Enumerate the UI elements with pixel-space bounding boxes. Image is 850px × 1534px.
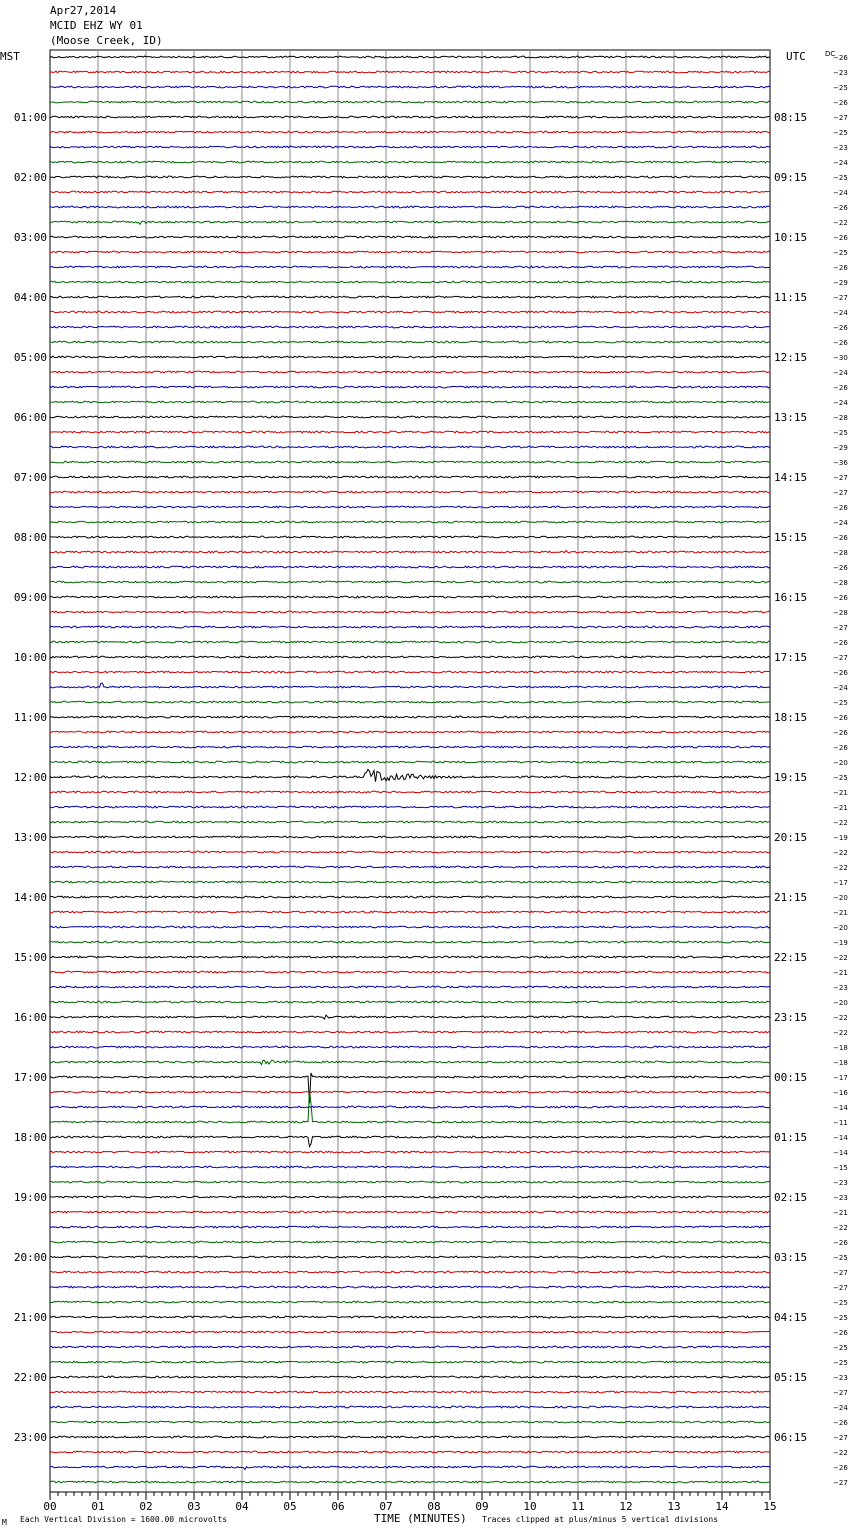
seismic-trace: [50, 1151, 770, 1153]
dc-offset-label: −24: [833, 189, 848, 197]
dc-offset-label: −25: [833, 699, 848, 707]
seismic-trace: [50, 611, 770, 613]
seismic-trace: [50, 1166, 770, 1168]
seismic-trace: [50, 356, 770, 358]
dc-offset-label: −26: [833, 264, 848, 272]
dc-offset-label: −29: [833, 279, 848, 287]
x-tick-label: 08: [427, 1500, 441, 1513]
seismic-trace: [50, 1391, 770, 1393]
hour-label-utc: 11:15: [774, 291, 808, 304]
dc-offset-label: −21: [833, 909, 848, 917]
x-tick-label: 15: [763, 1500, 777, 1513]
hour-label-utc: 00:15: [774, 1071, 808, 1084]
dc-offset-label: −23: [833, 1374, 848, 1382]
seismic-trace: [50, 446, 770, 448]
dc-offset-label: −26: [833, 324, 848, 332]
seismic-trace: [50, 1421, 770, 1423]
seismic-trace: [50, 1106, 770, 1108]
seismic-trace: [50, 1256, 770, 1258]
hour-label-utc: 03:15: [774, 1251, 808, 1264]
x-tick-label: 11: [571, 1500, 585, 1513]
dc-offset-label: −26: [833, 384, 848, 392]
dc-offset-label: −25: [833, 774, 848, 782]
seismic-trace: [50, 836, 770, 838]
dc-offset-label: −22: [833, 1224, 848, 1232]
seismic-trace: [50, 1211, 770, 1213]
seismic-trace: [50, 236, 770, 238]
seismic-trace: [50, 1046, 770, 1048]
seismic-trace: [50, 1436, 770, 1438]
seismic-trace: [50, 176, 770, 178]
dc-offset-label: −22: [833, 819, 848, 827]
hour-label-local: 15:00: [13, 951, 47, 964]
seismic-trace: [50, 1466, 770, 1469]
hour-label-local: 09:00: [13, 591, 47, 604]
seismic-trace: [50, 311, 770, 313]
seismic-trace: [50, 161, 770, 163]
dc-offset-label: −22: [833, 864, 848, 872]
seismic-trace: [50, 371, 770, 373]
dc-offset-label: −25: [833, 249, 848, 257]
seismic-trace: [50, 1241, 770, 1243]
dc-offset-label: −24: [833, 309, 848, 317]
seismic-trace: [50, 1196, 770, 1198]
dc-offset-label: −25: [833, 1344, 848, 1352]
dc-offset-label: −11: [833, 1119, 848, 1127]
seismic-trace: [50, 536, 770, 538]
dc-offset-label: −27: [833, 1389, 848, 1397]
x-tick-label: 09: [475, 1500, 489, 1513]
hour-label-local: 10:00: [13, 651, 47, 664]
dc-offset-label: −26: [833, 204, 848, 212]
timezone-left-label: MST: [0, 50, 20, 63]
hour-label-local: 14:00: [13, 891, 47, 904]
seismic-trace: [50, 1481, 770, 1483]
x-tick-label: 12: [619, 1500, 633, 1513]
hour-label-local: 02:00: [13, 171, 47, 184]
dc-offset-label: −23: [833, 69, 848, 77]
dc-offset-label: −25: [833, 1254, 848, 1262]
seismic-trace: [50, 206, 770, 208]
dc-offset-label: −27: [833, 1284, 848, 1292]
dc-offset-label: −22: [833, 219, 848, 227]
dc-offset-label: −22: [833, 849, 848, 857]
dc-offset-label: −21: [833, 1209, 848, 1217]
dc-offset-label: −25: [833, 1299, 848, 1307]
dc-offset-label: −14: [833, 1104, 848, 1112]
dc-offset-label: −28: [833, 549, 848, 557]
seismic-trace: [50, 896, 770, 898]
seismic-trace: [50, 956, 770, 958]
hour-label-utc: 04:15: [774, 1311, 808, 1324]
seismic-trace: [50, 296, 770, 298]
seismic-trace: [50, 326, 770, 328]
dc-offset-label: −26: [833, 99, 848, 107]
seismic-trace: [50, 683, 770, 688]
dc-offset-label: −26: [833, 339, 848, 347]
dc-offset-label: −18: [833, 1044, 848, 1052]
dc-offset-label: −15: [833, 1164, 848, 1172]
dc-offset-label: −20: [833, 999, 848, 1007]
x-tick-label: 05: [283, 1500, 297, 1513]
x-tick-label: 04: [235, 1500, 249, 1513]
seismic-trace: [50, 671, 770, 673]
hour-label-local: 16:00: [13, 1011, 47, 1024]
logo-mark: M: [2, 1518, 7, 1527]
x-axis-title: TIME (MINUTES): [374, 1512, 467, 1525]
seismic-trace: [50, 1001, 770, 1003]
dc-offset-label: −27: [833, 1434, 848, 1442]
seismic-trace: [50, 1073, 770, 1103]
hour-label-utc: 01:15: [774, 1131, 808, 1144]
x-tick-label: 06: [331, 1500, 345, 1513]
dc-offset-label: −16: [833, 1089, 848, 1097]
dc-offset-label: −27: [833, 1479, 848, 1487]
dc-offset-label: −26: [833, 564, 848, 572]
dc-offset-label: −25: [833, 129, 848, 137]
dc-offset-label: −25: [833, 1314, 848, 1322]
hour-label-utc: 22:15: [774, 951, 808, 964]
seismic-trace: [50, 461, 770, 463]
dc-offset-label: −27: [833, 294, 848, 302]
hour-label-utc: 08:15: [774, 111, 808, 124]
hour-label-utc: 09:15: [774, 171, 808, 184]
seismic-trace: [50, 281, 770, 283]
seismic-trace: [50, 986, 770, 988]
hour-label-local: 19:00: [13, 1191, 47, 1204]
seismic-trace: [50, 656, 770, 658]
dc-header: DC: [825, 50, 836, 58]
dc-offset-label: −28: [833, 609, 848, 617]
seismic-trace: [50, 1361, 770, 1363]
hour-label-utc: 20:15: [774, 831, 808, 844]
seismic-trace: [50, 431, 770, 433]
seismic-trace: [50, 731, 770, 733]
seismic-trace: [50, 266, 770, 268]
x-tick-label: 14: [715, 1500, 729, 1513]
seismic-trace: [50, 1406, 770, 1408]
seismic-trace: [50, 506, 770, 508]
dc-offset-label: −26: [833, 534, 848, 542]
hour-label-utc: 12:15: [774, 351, 808, 364]
seismic-trace: [50, 1091, 770, 1093]
dc-offset-label: −26: [833, 669, 848, 677]
dc-offset-label: −26: [833, 54, 848, 62]
x-tick-label: 03: [187, 1500, 201, 1513]
date-label: Apr27,2014: [50, 4, 117, 17]
seismic-trace: [50, 71, 770, 73]
dc-offset-label: −19: [833, 834, 848, 842]
seismic-trace: [50, 146, 770, 148]
dc-offset-label: −24: [833, 159, 848, 167]
dc-offset-label: −24: [833, 369, 848, 377]
dc-offset-label: −23: [833, 984, 848, 992]
dc-offset-label: −27: [833, 489, 848, 497]
hour-label-utc: 23:15: [774, 1011, 808, 1024]
seismic-trace: [50, 341, 770, 343]
seismic-trace: [50, 806, 770, 808]
seismic-trace: [50, 881, 770, 883]
seismic-trace: [50, 191, 770, 193]
dc-offset-label: −14: [833, 1149, 848, 1157]
dc-offset-label: −26: [833, 1239, 848, 1247]
hour-label-local: 22:00: [13, 1371, 47, 1384]
dc-offset-label: −23: [833, 144, 848, 152]
x-tick-label: 07: [379, 1500, 393, 1513]
dc-offset-label: −27: [833, 654, 848, 662]
seismic-trace: [50, 1031, 770, 1033]
dc-offset-label: −29: [833, 444, 848, 452]
seismic-trace: [50, 521, 770, 523]
seismic-trace: [50, 941, 770, 943]
seismic-trace: [50, 1271, 770, 1273]
seismic-trace: [50, 626, 770, 628]
seismic-trace: [50, 251, 770, 253]
station-label: MCID EHZ WY 01: [50, 19, 143, 32]
dc-offset-label: −26: [833, 639, 848, 647]
dc-offset-label: −20: [833, 894, 848, 902]
dc-offset-label: −28: [833, 414, 848, 422]
dc-offset-label: −17: [833, 1074, 848, 1082]
x-tick-label: 13: [667, 1500, 681, 1513]
axis-labels: [14, 54, 848, 1513]
timezone-right-label: UTC: [786, 50, 806, 63]
dc-offset-label: −24: [833, 1404, 848, 1412]
location-label: (Moose Creek, ID): [50, 34, 163, 47]
hour-label-local: 06:00: [13, 411, 47, 424]
hour-label-utc: 16:15: [774, 591, 808, 604]
dc-offset-label: −26: [833, 594, 848, 602]
dc-offset-label: −17: [833, 879, 848, 887]
seismic-trace: [50, 221, 770, 224]
seismic-trace: [50, 851, 770, 853]
dc-offset-label: −24: [833, 519, 848, 527]
dc-offset-label: −22: [833, 1449, 848, 1457]
seismic-trace: [50, 1226, 770, 1228]
hour-label-utc: 02:15: [774, 1191, 808, 1204]
seismic-trace: [50, 1060, 770, 1064]
hour-label-local: 05:00: [13, 351, 47, 364]
seismic-trace: [50, 401, 770, 403]
seismic-trace: [50, 926, 770, 928]
hour-label-utc: 10:15: [774, 231, 808, 244]
dc-offset-label: −30: [833, 354, 848, 362]
dc-offset-label: −26: [833, 1464, 848, 1472]
seismic-trace: [50, 911, 770, 913]
dc-offset-label: −23: [833, 1179, 848, 1187]
hour-label-local: 20:00: [13, 1251, 47, 1264]
dc-offset-label: −21: [833, 969, 848, 977]
seismic-trace: [50, 1316, 770, 1318]
seismic-trace: [50, 1376, 770, 1378]
seismic-trace: [50, 581, 770, 583]
seismic-trace: [50, 550, 770, 553]
seismic-trace: [50, 791, 770, 793]
seismic-trace: [50, 971, 770, 973]
seismic-trace: [50, 761, 770, 763]
dc-offset-label: −26: [833, 1419, 848, 1427]
seismic-trace: [50, 701, 770, 703]
seismic-trace: [50, 1301, 770, 1303]
hour-label-local: 13:00: [13, 831, 47, 844]
seismic-trace: [50, 821, 770, 823]
seismic-trace: [50, 566, 770, 568]
dc-offset-label: −20: [833, 759, 848, 767]
hour-label-utc: 06:15: [774, 1431, 808, 1444]
seismic-trace: [50, 1286, 770, 1288]
hour-label-local: 17:00: [13, 1071, 47, 1084]
hour-label-utc: 14:15: [774, 471, 808, 484]
dc-offset-label: −26: [833, 729, 848, 737]
trace-group: [50, 56, 770, 1483]
hour-label-local: 04:00: [13, 291, 47, 304]
seismic-trace: [50, 491, 770, 493]
dc-offset-label: −23: [833, 1194, 848, 1202]
hour-label-utc: 18:15: [774, 711, 808, 724]
dc-offset-label: −26: [833, 714, 848, 722]
x-tick-label: 00: [43, 1500, 57, 1513]
dc-offset-label: −27: [833, 1269, 848, 1277]
dc-offset-label: −21: [833, 804, 848, 812]
hour-label-local: 07:00: [13, 471, 47, 484]
seismic-trace: [50, 416, 770, 418]
dc-offset-label: −27: [833, 114, 848, 122]
hour-label-utc: 13:15: [774, 411, 808, 424]
hour-label-utc: 05:15: [774, 1371, 808, 1384]
dc-offset-label: −25: [833, 84, 848, 92]
seismic-trace: [50, 1181, 770, 1183]
seismic-trace: [50, 1136, 770, 1147]
hour-label-local: 21:00: [13, 1311, 47, 1324]
dc-offset-label: −26: [833, 1329, 848, 1337]
hour-label-local: 18:00: [13, 1131, 47, 1144]
dc-offset-label: −20: [833, 924, 848, 932]
hour-label-utc: 19:15: [774, 771, 808, 784]
dc-offset-label: −19: [833, 939, 848, 947]
dc-offset-label: −24: [833, 684, 848, 692]
seismic-trace: [50, 101, 770, 103]
x-tick-label: 02: [139, 1500, 153, 1513]
dc-offset-label: −22: [833, 1014, 848, 1022]
dc-offset-label: −27: [833, 474, 848, 482]
seismic-trace: [50, 769, 770, 781]
dc-offset-label: −24: [833, 399, 848, 407]
dc-offset-label: −14: [833, 1134, 848, 1142]
dc-offset-label: −22: [833, 954, 848, 962]
seismic-trace: [50, 386, 770, 388]
hour-label-local: 03:00: [13, 231, 47, 244]
seismic-trace: [50, 746, 770, 748]
dc-offset-label: −25: [833, 429, 848, 437]
scale-note: Each Vertical Division = 1600.00 microvolts: [20, 1515, 228, 1524]
seismic-trace: [50, 1331, 770, 1333]
dc-offset-label: −36: [833, 459, 848, 467]
seismic-trace: [50, 1015, 770, 1019]
hour-label-local: 23:00: [13, 1431, 47, 1444]
dc-offset-label: −28: [833, 579, 848, 587]
dc-offset-label: −21: [833, 789, 848, 797]
seismic-trace: [50, 86, 770, 88]
hour-label-utc: 15:15: [774, 531, 808, 544]
dc-offset-label: −18: [833, 1059, 848, 1067]
clip-note: Traces clipped at plus/minus 5 vertical divisions: [482, 1515, 719, 1524]
dc-offset-label: −25: [833, 1359, 848, 1367]
dc-offset-label: −26: [833, 744, 848, 752]
x-tick-label: 10: [523, 1500, 537, 1513]
seismic-trace: [50, 641, 770, 643]
seismic-trace: [50, 716, 770, 718]
seismic-trace: [50, 116, 770, 118]
dc-offset-label: −27: [833, 624, 848, 632]
x-tick-label: 01: [91, 1500, 105, 1513]
hour-label-local: 12:00: [13, 771, 47, 784]
dc-offset-label: −26: [833, 234, 848, 242]
dc-offset-label: −22: [833, 1029, 848, 1037]
hour-label-utc: 21:15: [774, 891, 808, 904]
seismic-trace: [50, 1346, 770, 1348]
hour-label-local: 11:00: [13, 711, 47, 724]
dc-offset-label: −25: [833, 174, 848, 182]
seismic-trace: [50, 596, 770, 598]
seismic-trace: [50, 56, 770, 58]
hour-label-utc: 17:15: [774, 651, 808, 664]
dc-offset-label: −26: [833, 504, 848, 512]
hour-label-local: 08:00: [13, 531, 47, 544]
hour-label-local: 01:00: [13, 111, 47, 124]
seismic-trace: [50, 866, 770, 868]
seismic-trace: [50, 476, 770, 478]
seismic-trace: [50, 1451, 770, 1453]
seismic-trace: [50, 131, 770, 133]
